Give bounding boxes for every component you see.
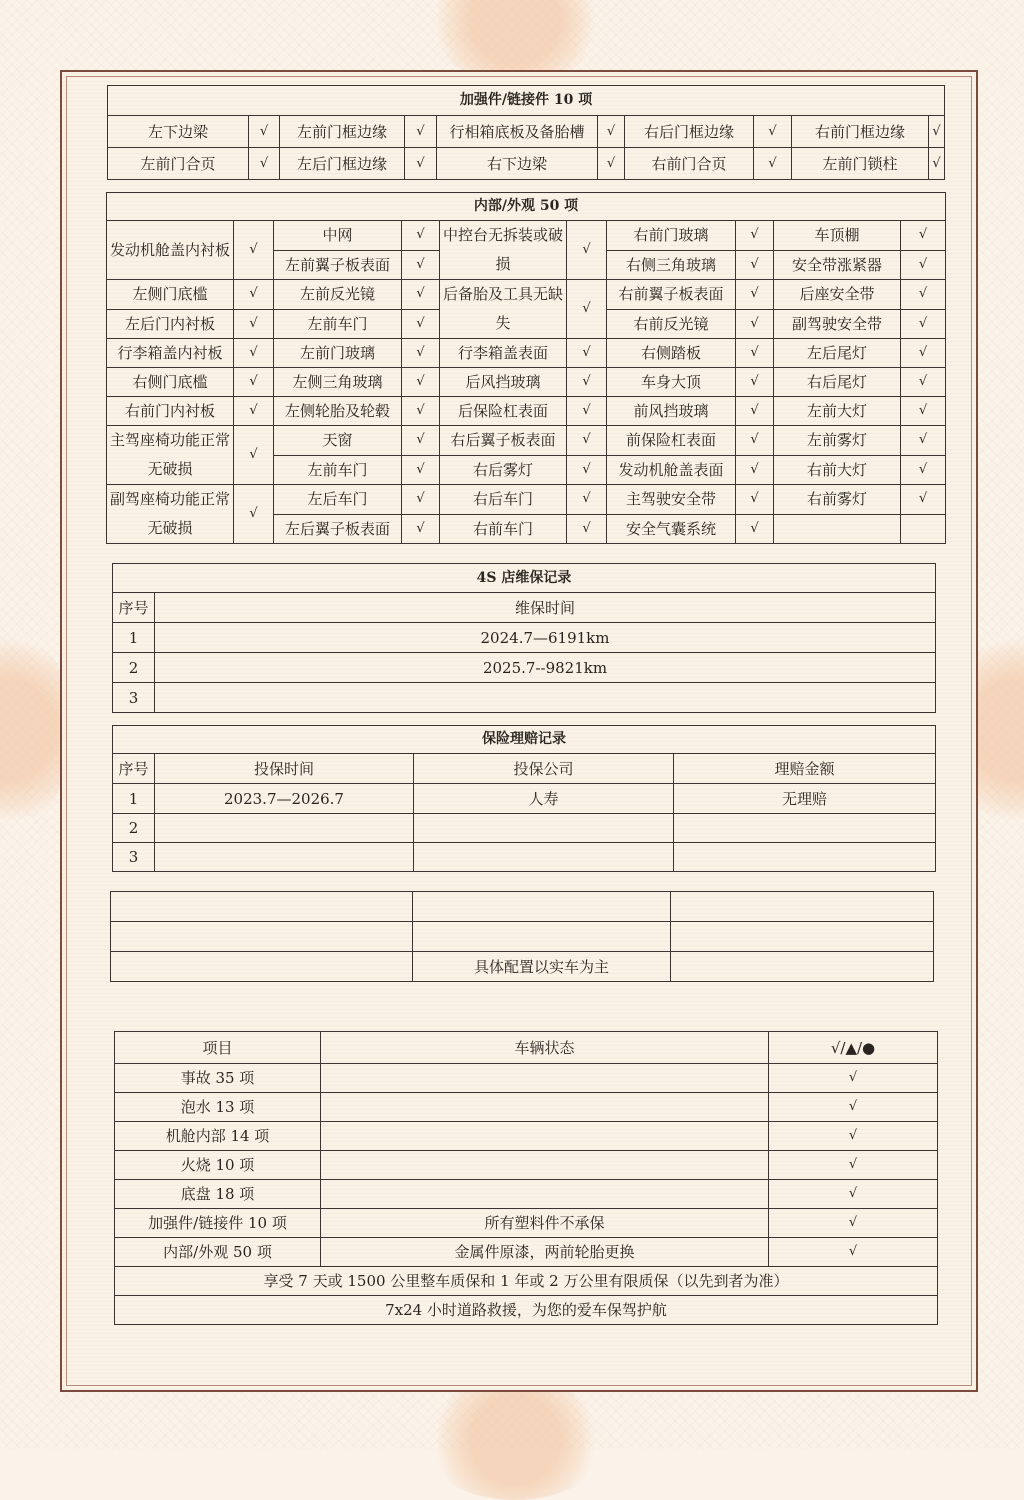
insure-time [155, 843, 414, 872]
row-no: 2 [113, 653, 155, 683]
insure-company [414, 814, 674, 843]
item-label: 后风挡玻璃 [440, 368, 567, 397]
item-label: 前保险杠表面 [607, 426, 736, 456]
maintenance-title: 4S 店维保记录 [113, 564, 936, 593]
table-row [115, 1180, 938, 1209]
check-mark: √ [736, 485, 774, 515]
config-cell [111, 952, 413, 982]
item-label: 后保险杠表面 [440, 397, 567, 426]
summary-item: 内部/外观 50 项 [115, 1238, 321, 1267]
item-label: 中控台无拆装或破损 [440, 221, 567, 280]
summary-status [321, 1122, 769, 1151]
summary-item: 机舱内部 14 项 [115, 1122, 321, 1151]
check-mark: √ [901, 280, 946, 310]
item-label: 右后翼子板表面 [440, 426, 567, 456]
check-mark: √ [402, 426, 440, 456]
check-mark: √ [901, 309, 946, 339]
item-label: 车顶棚 [774, 221, 901, 251]
item-label: 左前门玻璃 [274, 339, 402, 368]
item-label: 副驾座椅功能正常无破损 [107, 485, 234, 544]
summary-status [321, 1151, 769, 1180]
item-label: 左前雾灯 [774, 426, 901, 456]
item-label: 后备胎及工具无缺失 [440, 280, 567, 339]
warranty-note: 享受 7 天或 1500 公里整车质保和 1 年或 2 万公里有限质保（以先到者为准） [115, 1267, 938, 1296]
config-cell [111, 892, 413, 922]
summary-item: 底盘 18 项 [115, 1180, 321, 1209]
check-mark: √ [769, 1238, 938, 1267]
check-mark: √ [234, 280, 274, 310]
item-label: 右侧门底槛 [107, 368, 234, 397]
check-mark: √ [754, 116, 792, 148]
summary-status [321, 1180, 769, 1209]
check-mark: √ [901, 250, 946, 280]
summary-table [114, 1031, 938, 1325]
check-mark: √ [567, 280, 607, 339]
table-row [113, 623, 936, 653]
table-row [115, 1296, 938, 1325]
check-mark: √ [598, 116, 625, 148]
table-row [107, 485, 946, 515]
item-label: 左前门合页 [108, 148, 249, 180]
table-row [107, 280, 946, 310]
check-mark: √ [736, 250, 774, 280]
config-cell [413, 922, 671, 952]
item-label: 车身大顶 [607, 368, 736, 397]
check-mark: √ [234, 309, 274, 339]
col-header-item: 项目 [115, 1032, 321, 1064]
item-label: 右后车门 [440, 485, 567, 515]
item-label: 行李箱盖表面 [440, 339, 567, 368]
rosette-decoration-bottom [420, 1380, 610, 1500]
item-label: 左前反光镜 [274, 280, 402, 310]
item-label: 后座安全带 [774, 280, 901, 310]
check-mark: √ [567, 339, 607, 368]
table-row [108, 148, 945, 180]
item-label: 右前门框边缘 [792, 116, 929, 148]
row-no: 1 [113, 623, 155, 653]
item-label: 左后门内衬板 [107, 309, 234, 339]
table-row [108, 116, 945, 148]
item-label: 安全带涨紧器 [774, 250, 901, 280]
interior-exterior-table [106, 192, 946, 544]
item-label: 左下边梁 [108, 116, 249, 148]
interior-exterior-title: 内部/外观 50 项 [107, 193, 946, 221]
summary-item: 泡水 13 项 [115, 1093, 321, 1122]
table-row [115, 1032, 938, 1064]
col-header-claim: 理赔金额 [674, 754, 936, 784]
col-header-legend: √/▲/● [769, 1032, 938, 1064]
check-mark: √ [769, 1151, 938, 1180]
item-label: 发动机舱盖表面 [607, 455, 736, 485]
check-mark: √ [402, 309, 440, 339]
item-label: 左后翼子板表面 [274, 514, 402, 544]
item-label: 右前翼子板表面 [607, 280, 736, 310]
table-row [107, 397, 946, 426]
check-mark: √ [567, 221, 607, 280]
col-header-insure-time: 投保时间 [155, 754, 414, 784]
check-mark: √ [402, 339, 440, 368]
item-label: 右前反光镜 [607, 309, 736, 339]
check-mark: √ [769, 1093, 938, 1122]
insurance-title: 保险理赔记录 [113, 726, 936, 754]
item-label: 右侧踏板 [607, 339, 736, 368]
item-label: 左前大灯 [774, 397, 901, 426]
roadside-assistance-note: 7x24 小时道路救援，为您的爱车保驾护航 [115, 1296, 938, 1325]
item-label [774, 514, 901, 544]
config-table [110, 891, 934, 982]
table-row [107, 426, 946, 456]
table-row [113, 653, 936, 683]
check-mark: √ [402, 250, 440, 280]
check-mark: √ [567, 514, 607, 544]
check-mark: √ [567, 455, 607, 485]
item-label: 右下边梁 [437, 148, 598, 180]
check-mark: √ [234, 339, 274, 368]
row-no: 3 [113, 843, 155, 872]
check-mark: √ [736, 368, 774, 397]
item-label: 右后雾灯 [440, 455, 567, 485]
check-mark: √ [402, 221, 440, 251]
check-mark: √ [402, 514, 440, 544]
check-mark: √ [901, 397, 946, 426]
item-label: 左前车门 [274, 309, 402, 339]
config-cell [671, 892, 934, 922]
item-label: 右前雾灯 [774, 485, 901, 515]
item-label: 左前门锁柱 [792, 148, 929, 180]
table-row [107, 339, 946, 368]
row-no: 3 [113, 683, 155, 713]
check-mark: √ [769, 1064, 938, 1093]
insure-time [155, 814, 414, 843]
check-mark: √ [901, 339, 946, 368]
col-header-no: 序号 [113, 754, 155, 784]
insure-company: 人寿 [414, 784, 674, 814]
check-mark: √ [736, 309, 774, 339]
check-mark: √ [402, 397, 440, 426]
check-mark: √ [402, 455, 440, 485]
check-mark: √ [234, 426, 274, 485]
check-mark: √ [405, 116, 437, 148]
summary-item: 加强件/链接件 10 项 [115, 1209, 321, 1238]
item-label: 主驾驶安全带 [607, 485, 736, 515]
item-label: 左后门框边缘 [280, 148, 405, 180]
insure-time: 2023.7—2026.7 [155, 784, 414, 814]
maintenance-table [112, 563, 936, 713]
check-mark: √ [234, 368, 274, 397]
check-mark: √ [234, 397, 274, 426]
check-mark: √ [736, 514, 774, 544]
claim-amount [674, 814, 936, 843]
check-mark: √ [598, 148, 625, 180]
config-cell [671, 952, 934, 982]
item-label: 前风挡玻璃 [607, 397, 736, 426]
col-header-time: 维保时间 [155, 593, 936, 623]
item-label: 右后门框边缘 [625, 116, 754, 148]
check-mark: √ [567, 368, 607, 397]
summary-status: 金属件原漆，两前轮胎更换 [321, 1238, 769, 1267]
check-mark: √ [736, 339, 774, 368]
summary-status: 所有塑料件不承保 [321, 1209, 769, 1238]
item-label: 右前门内衬板 [107, 397, 234, 426]
table-row [111, 952, 934, 982]
config-cell [671, 922, 934, 952]
table-row [113, 683, 936, 713]
check-mark: √ [754, 148, 792, 180]
claim-amount [674, 843, 936, 872]
check-mark: √ [929, 148, 945, 180]
item-label: 副驾驶安全带 [774, 309, 901, 339]
col-header-company: 投保公司 [414, 754, 674, 784]
maintenance-time: 2025.7--9821km [155, 653, 936, 683]
item-label: 左前翼子板表面 [274, 250, 402, 280]
check-mark: √ [929, 116, 945, 148]
check-mark: √ [405, 148, 437, 180]
item-label: 左前车门 [274, 455, 402, 485]
item-label: 天窗 [274, 426, 402, 456]
insure-company [414, 843, 674, 872]
table-row [115, 1238, 938, 1267]
check-mark: √ [234, 485, 274, 544]
table-row [113, 814, 936, 843]
table-row [115, 1122, 938, 1151]
item-label: 右侧三角玻璃 [607, 250, 736, 280]
config-cell [111, 922, 413, 952]
check-mark: √ [901, 485, 946, 515]
check-mark: √ [567, 485, 607, 515]
check-mark: √ [901, 455, 946, 485]
reinforcement-title: 加强件/链接件 10 项 [108, 86, 945, 116]
item-label: 左侧门底槛 [107, 280, 234, 310]
row-no: 1 [113, 784, 155, 814]
check-mark: √ [736, 455, 774, 485]
item-label: 左后尾灯 [774, 339, 901, 368]
check-mark: √ [736, 280, 774, 310]
item-label: 左侧轮胎及轮毂 [274, 397, 402, 426]
check-mark: √ [402, 485, 440, 515]
table-row [115, 1209, 938, 1238]
table-row [113, 843, 936, 872]
check-mark: √ [567, 397, 607, 426]
check-mark: √ [901, 368, 946, 397]
check-mark: √ [402, 280, 440, 310]
item-label: 主驾座椅功能正常无破损 [107, 426, 234, 485]
table-row [115, 1093, 938, 1122]
check-mark: √ [736, 426, 774, 456]
row-no: 2 [113, 814, 155, 843]
table-row [113, 784, 936, 814]
table-row [107, 368, 946, 397]
col-header-status: 车辆状态 [321, 1032, 769, 1064]
col-header-no: 序号 [113, 593, 155, 623]
maintenance-time [155, 683, 936, 713]
check-mark: √ [901, 426, 946, 456]
check-mark: √ [901, 221, 946, 251]
check-mark: √ [249, 116, 280, 148]
check-mark: √ [769, 1209, 938, 1238]
table-row [111, 892, 934, 922]
claim-amount: 无理赔 [674, 784, 936, 814]
item-label: 左侧三角玻璃 [274, 368, 402, 397]
insurance-table [112, 725, 936, 872]
item-label: 右前大灯 [774, 455, 901, 485]
config-note: 具体配置以实车为主 [413, 952, 671, 982]
maintenance-time: 2024.7—6191km [155, 623, 936, 653]
table-row [115, 1151, 938, 1180]
item-label: 右前车门 [440, 514, 567, 544]
item-label: 右后尾灯 [774, 368, 901, 397]
item-label: 左前门框边缘 [280, 116, 405, 148]
summary-status [321, 1093, 769, 1122]
summary-status [321, 1064, 769, 1093]
item-label: 左后车门 [274, 485, 402, 515]
table-row [113, 593, 936, 623]
reinforcement-table [107, 85, 945, 180]
item-label: 安全气囊系统 [607, 514, 736, 544]
item-label: 右前门合页 [625, 148, 754, 180]
summary-item: 火烧 10 项 [115, 1151, 321, 1180]
check-mark: √ [736, 221, 774, 251]
item-label: 行相箱底板及备胎槽 [437, 116, 598, 148]
table-row [115, 1267, 938, 1296]
item-label: 行李箱盖内衬板 [107, 339, 234, 368]
check-mark: √ [736, 397, 774, 426]
table-row [111, 922, 934, 952]
check-mark: √ [769, 1122, 938, 1151]
check-mark: √ [769, 1180, 938, 1209]
item-label: 中网 [274, 221, 402, 251]
check-mark: √ [249, 148, 280, 180]
summary-item: 事故 35 项 [115, 1064, 321, 1093]
item-label: 发动机舱盖内衬板 [107, 221, 234, 280]
check-mark: √ [402, 368, 440, 397]
check-mark: √ [567, 426, 607, 456]
check-mark: √ [234, 221, 274, 280]
config-cell [413, 892, 671, 922]
table-row [107, 221, 946, 251]
table-row [113, 754, 936, 784]
check-mark [901, 514, 946, 544]
table-row [115, 1064, 938, 1093]
item-label: 右前门玻璃 [607, 221, 736, 251]
